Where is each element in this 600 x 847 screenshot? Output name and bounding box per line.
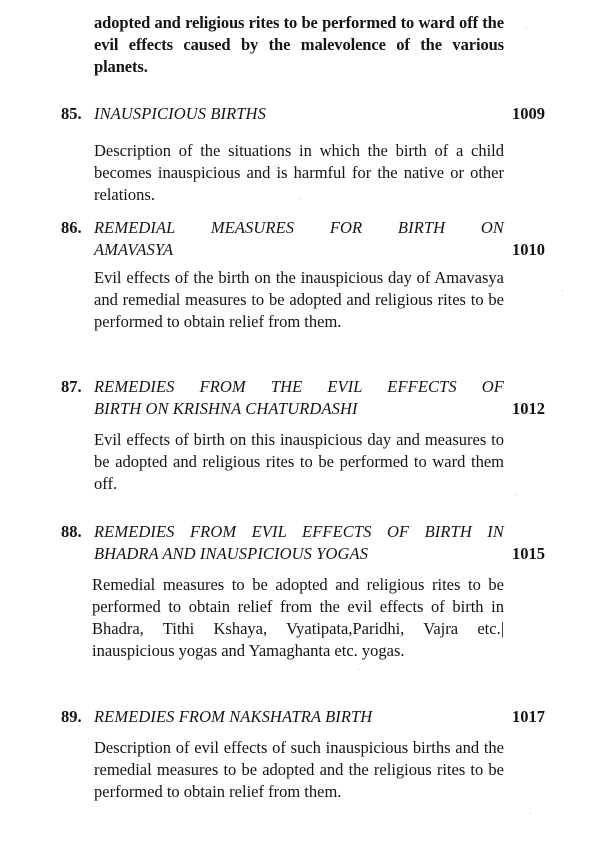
entry-page-number: 1010	[512, 240, 545, 259]
entry-title-line: REMEDIAL MEASURES FOR BIRTH ON	[94, 218, 504, 237]
entry-number: 89.	[61, 707, 82, 726]
scan-speck	[530, 813, 531, 814]
entry-description: Evil effects of birth on this inauspicious day and measures to be adopted and religious rites to be performed to ward them off.	[94, 430, 504, 493]
entry-number: 86.	[61, 218, 82, 237]
entry-description: Remedial measures to be adopted and religious rites to be performed to obtain relief from the evil effects of birth in Bhadra, Tithi Kshaya, Vyatipata,Paridhi, Vajra etc.| inauspicious yogas and Yamaghanta etc. yogas.	[92, 575, 504, 660]
entry-description: Description of evil effects of such inauspicious births and the remedial measures to be adopted and the religious rites to be performed to obtain relief from them.	[94, 738, 504, 801]
entry-title-line: INAUSPICIOUS BIRTHS	[94, 104, 266, 123]
entry-page-number: 1017	[512, 707, 545, 726]
scan-speck	[358, 669, 359, 670]
entry-title-line: REMEDIES FROM THE EVIL EFFECTS OF	[94, 377, 504, 396]
entry-title-line: BHADRA AND INAUSPICIOUS YOGAS	[94, 544, 369, 563]
entry-number: 87.	[61, 377, 82, 396]
continuation-paragraph: adopted and religious rites to be performed to ward off the evil effects caused by the malevolence of the various planets.	[94, 13, 504, 76]
entry-title	[94, 103, 504, 125]
entry-page-number: 1015	[512, 544, 545, 563]
entry-title	[94, 217, 504, 261]
scan-speck	[526, 28, 527, 29]
entry-description: Evil effects of the birth on the inauspicious day of Amavasya and remedial measures to be adopted and religious rites to be performed to obtain relief from them.	[94, 268, 504, 331]
entry-page-number: 1009	[512, 104, 545, 123]
entry-title	[94, 706, 504, 728]
entry-number: 88.	[61, 522, 82, 541]
entry-title-line: REMEDIES FROM EVIL EFFECTS OF BIRTH IN	[94, 522, 504, 541]
entry-title-line: AMAVASYA	[94, 240, 174, 259]
scan-speck	[562, 290, 563, 291]
entry-title	[94, 376, 504, 420]
scan-speck	[300, 198, 301, 199]
entry-title-line: REMEDIES FROM NAKSHATRA BIRTH	[94, 707, 373, 726]
entry-description: Description of the situations in which the birth of a child becomes inauspicious and is harmful for the native or other relations.	[94, 141, 504, 204]
entry-title-line: BIRTH ON KRISHNA CHATURDASHI	[94, 399, 358, 418]
entry-title	[94, 521, 504, 565]
entry-number: 85.	[61, 104, 82, 123]
scan-speck	[515, 494, 516, 495]
entry-page-number: 1012	[512, 399, 545, 418]
